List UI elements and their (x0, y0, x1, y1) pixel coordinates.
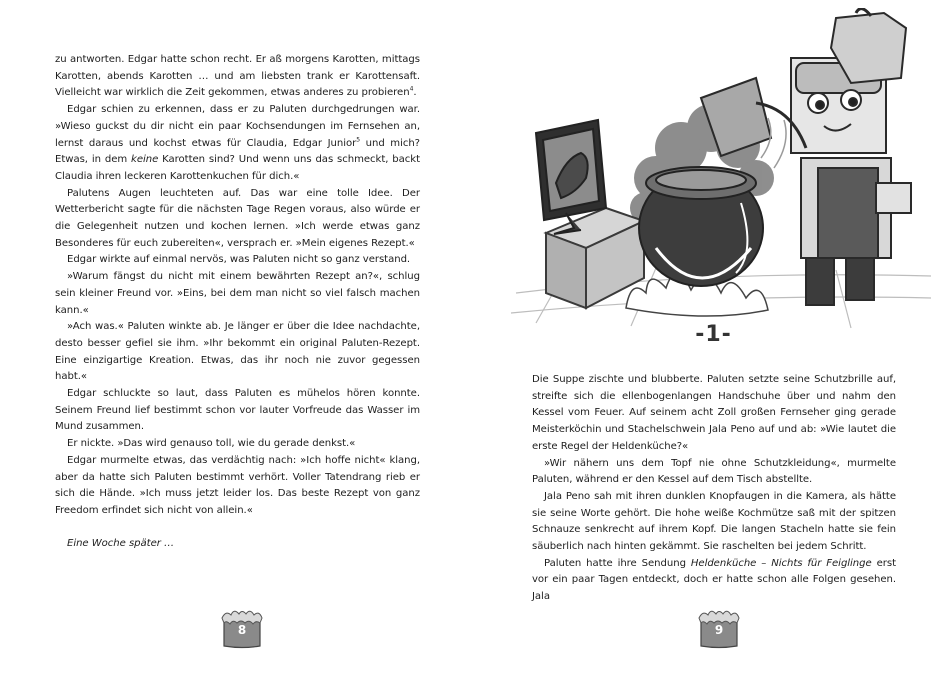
cooking-illustration (506, 8, 936, 358)
text-run: Edgar schluckte so laut, dass Paluten es mühelos hören konnte. Seinem Freund lief bestimmt schon vor lauter Vorfreude das Wasser im Mund zusammen. (55, 388, 420, 433)
text-run: Palutens Augen leuchteten auf. Das war eine tolle Idee. Der Wetterbericht sagte für die nächsten Tage Regen voraus, also würde er die Gelegenheit nutzen und kochen lernen. »Ich werde etwas ganz Besonderes für euch zubereiten«, versprach er. »Mein eigenes Rezept.« (55, 187, 420, 249)
right-paragraph (532, 372, 896, 456)
left-paragraph (55, 453, 420, 520)
text-run: Die Suppe zischte und blubberte. Paluten setzte seine Schutzbrille auf, streifte sich die ellenbogenlangen Handschuhe über und nahm den Kessel vom Feuer. Auf seinem acht Zoll großen Fernseher ging gerade Meisterköchin und Stachelschwein Jala Peno auf und ab: »Wie lautet die erste Regel der Heldenküche?« (532, 374, 896, 452)
chapter-number: -1- (695, 322, 732, 347)
right-page-text (532, 372, 896, 606)
italic-text: Heldenküche – Nichts für Feiglinge (690, 557, 872, 569)
paragraph-spacer (55, 520, 420, 537)
left-paragraph (55, 102, 420, 186)
left-paragraph (55, 436, 420, 453)
left-paragraph (55, 186, 420, 253)
page-number-badge (220, 606, 264, 650)
right-paragraph (532, 489, 896, 556)
page-number: 9 (714, 623, 724, 637)
text-run: Edgar wirkte auf einmal nervös, was Paluten nicht so ganz verstand. (67, 254, 411, 266)
text-run: Edgar schien zu erkennen, dass er zu Paluten durchgedrungen war. »Wieso guckst du dir nicht ein paar Kochsendungen im Fernsehen an, lernst daraus und kochst etwas für Claudia, Edgar Junior (55, 104, 420, 149)
footnote-marker[interactable]: 4 (409, 86, 414, 94)
page-number: 8 (237, 623, 247, 637)
footnote-marker[interactable]: 5 (356, 136, 360, 144)
right-paragraph (532, 556, 896, 606)
text-run: erst vor ein paar Tagen entdeckt, doch er hatte schon alle Folgen gesehen. Jala (532, 557, 896, 603)
left-paragraph (55, 52, 420, 102)
tv-stand-box (546, 208, 644, 308)
page-number-badge (697, 606, 741, 650)
left-page-text (55, 52, 420, 553)
scene-break: Eine Woche später … (67, 538, 175, 550)
text-run: »Ach was.« Paluten winkte ab. Je länger er über die Idee nachdachte, desto besser gefiel sie ihm. »Ihr bekommt ein original Paluten-Rezept. Eine einzigartige Kreation. Etwas, das ihr noch nie zuvor gegessen habt.« (55, 321, 420, 383)
right-page (476, 0, 951, 675)
cauldron (639, 167, 763, 286)
left-paragraph (55, 319, 420, 386)
text-run: Er nickte. »Das wird genauso toll, wie du gerade denkst.« (67, 438, 356, 450)
text-run: »Warum fängst du nicht mit einem bewährten Rezept an?«, schlug sein kleiner Freund vor. »Eins, bei dem man nicht so viel falsch machen kann.« (55, 271, 420, 316)
left-page (0, 0, 475, 675)
left-paragraph (55, 252, 420, 269)
right-paragraph (532, 456, 896, 489)
text-run: . (413, 87, 417, 99)
text-run: Paluten hatte ihre Sendung (544, 557, 691, 569)
text-run: zu antworten. Edgar hatte schon recht. Er aß morgens Karotten, mittags Karotten, abends Karotten … und am liebsten trank er Karottensaft. Vielleicht war wirklich die Zeit gekommen, etwas anderes zu probieren (55, 54, 420, 99)
text-run: und mich? Etwas, in dem (55, 137, 420, 166)
left-paragraph (55, 269, 420, 319)
text-run: »Wir nähern uns dem Topf nie ohne Schutzkleidung«, murmelte Paluten, während er den Kessel auf dem Tisch abstellte. (532, 457, 896, 486)
italic-text: keine (131, 154, 159, 166)
text-run: Karotten sind? Und wenn uns das schmeckt, backt Claudia ihren leckeren Karottenkuchen für dich.« (55, 154, 420, 182)
text-run: Edgar murmelte etwas, das verdächtig nach: »Ich hoffe nicht« klang, aber da hatte sich Paluten bestimmt verhört. Voller Tatendrang rieb er sich die Hände. »Ich muss jetzt leider los. Das beste Rezept von ganz Freedom erfindet sich nicht von allein.« (55, 454, 420, 516)
text-run: Jala Peno sah mit ihren dunklen Knopfaugen in die Kamera, als hätte sie seine Worte gehört. Die hohe weiße Kochmütze saß mit der spitzen Schnauze senkrecht auf ihrem Kopf. Die langen Stacheln hatte sie fein säuberlich nach hinten gekämmt. Sie raschelten bei jedem Schritt. (532, 490, 896, 553)
left-paragraph (55, 386, 420, 436)
